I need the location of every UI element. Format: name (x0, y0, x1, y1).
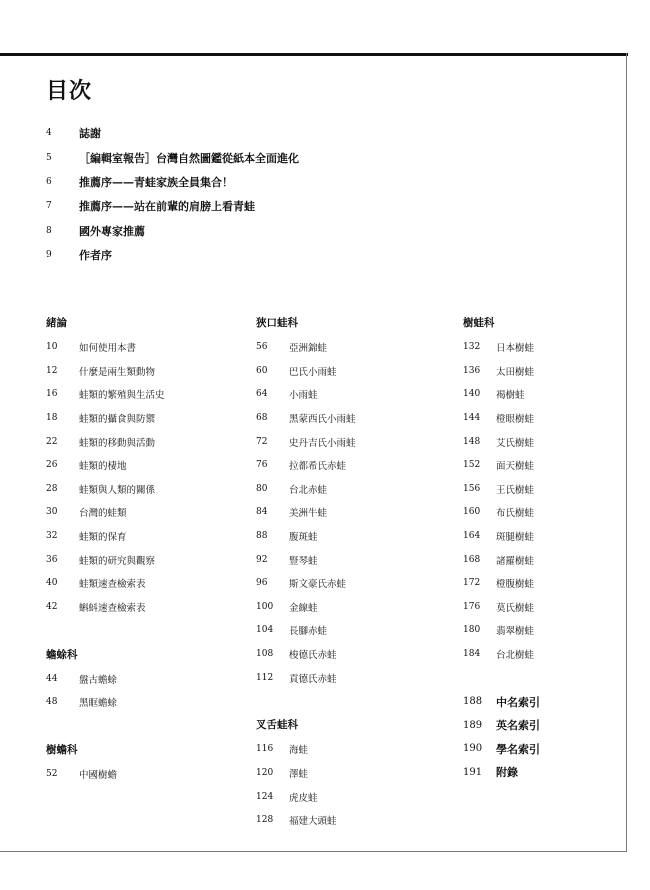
toc-entry-title: 海蛙 (289, 745, 309, 757)
toc-entry (46, 406, 236, 430)
toc-page-number: 172 (463, 578, 481, 589)
toc-page-number: 152 (463, 460, 481, 471)
toc-page-number: 6 (46, 176, 52, 187)
toc-entry (46, 383, 236, 407)
toc-entry (256, 453, 446, 477)
toc-entry (256, 595, 446, 619)
toc-page-number: 116 (256, 744, 274, 755)
toc-page-number: 80 (256, 483, 268, 494)
toc-page-number: 112 (256, 672, 274, 683)
toc-page-number: 16 (46, 389, 58, 400)
toc-entry (463, 642, 650, 666)
section-heading: 蟾蜍科 (46, 648, 78, 661)
toc-entry (46, 121, 606, 145)
toc-page-number: 88 (256, 530, 268, 541)
toc-page-number: 184 (463, 648, 481, 659)
toc-page-number: 10 (46, 342, 58, 353)
toc-entry-title: 蛙類的移動與活動 (79, 437, 156, 449)
toc-page-number: 160 (463, 507, 481, 518)
toc-entry-title: 蛙類與人類的關係 (79, 484, 156, 496)
toc-entry-title: 橙眼樹蛙 (496, 413, 535, 425)
section-heading: 狹口蛙科 (256, 317, 298, 329)
toc-entry-title: 蛙類的攝食與防禦 (79, 413, 156, 425)
toc-entry (46, 571, 236, 595)
toc-entry (256, 666, 446, 690)
toc-column-3 (463, 311, 650, 784)
toc-entry (463, 406, 650, 430)
toc-page-number: 140 (463, 389, 481, 400)
toc-column-2 (256, 311, 446, 832)
toc-entry-title: 斑腿樹蛙 (496, 531, 535, 543)
toc-entry-title: 金線蛙 (289, 602, 318, 614)
toc-entry (46, 501, 236, 525)
toc-entry-title: 小雨蛙 (289, 390, 318, 402)
toc-entry (46, 219, 606, 243)
toc-entry-title: 附錄 (496, 766, 518, 780)
toc-page-number: 190 (463, 743, 483, 755)
toc-entry-title: ［編輯室報告］台灣自然圖鑑從紙本全面進化 (79, 151, 299, 165)
toc-entry-title: 黑蒙西氏小雨蛙 (289, 413, 356, 425)
toc-entry-title: 誌謝 (79, 127, 101, 141)
toc-entry (256, 738, 446, 762)
toc-entry (46, 430, 236, 454)
toc-entry (46, 667, 236, 691)
toc-entry-title: 面天樹蛙 (496, 461, 535, 473)
toc-entry-title: 長腳赤蛙 (289, 626, 328, 638)
toc-entry (463, 359, 650, 383)
toc-page-number: 40 (46, 578, 58, 589)
toc-entry-title: 學名索引 (496, 742, 540, 756)
toc-entry-title: 橙腹樹蛙 (496, 579, 535, 591)
toc-entry-title: 蛙類的保育 (79, 531, 127, 543)
toc-page-number: 148 (463, 436, 481, 447)
toc-entry (46, 145, 606, 169)
toc-entry-title: 諸羅樹蛙 (496, 555, 535, 567)
toc-entry-title: 拉都希氏赤蛙 (289, 461, 347, 473)
toc-page-number: 92 (256, 554, 268, 565)
toc-entry-title: 艾氏樹蛙 (496, 437, 535, 449)
toc-page-number: 56 (256, 342, 268, 353)
toc-page-number: 42 (46, 601, 58, 612)
toc-entry (46, 243, 606, 267)
toc-entry-title: 什麼是兩生類動物 (79, 366, 156, 378)
top-rule (0, 53, 628, 56)
toc-entry-title: 蛙類的繁殖與生活史 (79, 390, 165, 402)
toc-page-number: 60 (256, 365, 268, 376)
toc-entry (463, 548, 650, 572)
section-heading: 叉舌蛙科 (256, 719, 298, 732)
toc-entry (256, 406, 446, 430)
toc-entry-title: 梭德氏赤蛙 (289, 649, 337, 661)
toc-entry-title: 豎琴蛙 (289, 555, 318, 567)
toc-page-number: 36 (46, 554, 58, 565)
toc-entry (256, 430, 446, 454)
toc-entry-title: 盤古蟾蜍 (79, 674, 118, 686)
toc-page-number: 22 (46, 436, 58, 447)
toc-page-number: 68 (256, 412, 268, 423)
toc-entry-title: 推薦序——青蛙家族全員集合！ (79, 175, 233, 189)
toc-entry (256, 335, 446, 359)
toc-entry (46, 524, 236, 548)
front-matter-list (46, 121, 606, 267)
page-title: 目次 (46, 79, 93, 104)
toc-entry (256, 383, 446, 407)
toc-entry-title: 黑眶蟾蜍 (79, 698, 118, 710)
toc-page-number: 144 (463, 412, 481, 423)
toc-page-number: 132 (463, 342, 481, 353)
section-heading: 樹蛙科 (463, 317, 495, 329)
toc-entry-title: 日本樹蛙 (496, 343, 535, 355)
toc-entry-title: 虎皮蛙 (289, 792, 318, 804)
toc-page-number: 32 (46, 530, 58, 541)
toc-entry (463, 477, 650, 501)
toc-entry-title: 蛙類的棲地 (79, 461, 127, 473)
toc-entry-title: 腹斑蛙 (289, 531, 318, 543)
toc-entry-title: 巴氏小雨蛙 (289, 366, 337, 378)
toc-entry (463, 737, 650, 761)
toc-entry (256, 642, 446, 666)
toc-page-number: 44 (46, 673, 58, 684)
toc-entry (46, 170, 606, 194)
toc-page-number: 124 (256, 791, 274, 802)
toc-page-number: 12 (46, 365, 58, 376)
section-gap (256, 689, 446, 713)
toc-page-number: 104 (256, 625, 274, 636)
toc-page-number: 96 (256, 578, 268, 589)
toc-entry (256, 761, 446, 785)
toc-entry (46, 548, 236, 572)
toc-entry (463, 690, 650, 714)
section-gap (46, 619, 236, 643)
section-heading: 樹蟾科 (46, 744, 78, 757)
toc-entry (463, 760, 650, 784)
toc-entry (463, 571, 650, 595)
toc-entry-title: 推薦序——站在前輩的肩膀上看青蛙 (79, 200, 255, 214)
toc-page-number: 76 (256, 460, 268, 471)
toc-entry-title: 斯文豪氏赤蛙 (289, 579, 347, 591)
toc-entry-title: 史丹吉氏小雨蛙 (289, 437, 356, 449)
toc-page-number: 30 (46, 507, 58, 518)
toc-entry-title: 翡翠樹蛙 (496, 626, 535, 638)
toc-page-number: 128 (256, 815, 274, 826)
toc-page-number: 108 (256, 648, 274, 659)
toc-entry (256, 548, 446, 572)
toc-entry-title: 作者序 (79, 249, 112, 263)
section-heading: 緒論 (46, 317, 67, 329)
toc-page-number: 72 (256, 436, 268, 447)
toc-page-number: 189 (463, 719, 483, 731)
toc-entry (46, 335, 236, 359)
toc-entry (256, 501, 446, 525)
toc-page-number: 5 (46, 152, 52, 163)
toc-entry (46, 477, 236, 501)
toc-entry (256, 477, 446, 501)
toc-entry (256, 359, 446, 383)
toc-entry (463, 713, 650, 737)
toc-page-number: 9 (46, 250, 52, 261)
toc-page-number: 8 (46, 225, 52, 236)
toc-page-number: 52 (46, 769, 58, 780)
toc-entry (46, 691, 236, 715)
toc-page-number: 7 (46, 201, 52, 212)
toc-entry-title: 莫氏樹蛙 (496, 602, 535, 614)
toc-page-number: 120 (256, 768, 274, 779)
toc-entry (463, 383, 650, 407)
toc-page-number: 100 (256, 601, 274, 612)
toc-entry-title: 亞洲錦蛙 (289, 343, 328, 355)
toc-entry (46, 595, 236, 619)
toc-entry (256, 619, 446, 643)
toc-entry (46, 359, 236, 383)
toc-entry-title: 美洲牛蛙 (289, 508, 328, 520)
toc-entry-title: 太田樹蛙 (496, 366, 535, 378)
toc-entry (46, 762, 236, 786)
toc-entry-title: 台北赤蛙 (289, 484, 328, 496)
toc-entry-title: 澤蛙 (289, 769, 309, 781)
bottom-rule (0, 851, 627, 852)
toc-entry-title: 蝌蚪速查檢索表 (79, 602, 146, 614)
toc-page-number: 176 (463, 601, 481, 612)
toc-page-number: 156 (463, 483, 481, 494)
toc-page-number: 168 (463, 554, 481, 565)
toc-page-number: 84 (256, 507, 268, 518)
section-gap (46, 714, 236, 738)
toc-entry-title: 福建大頭蛙 (289, 816, 337, 828)
toc-entry (256, 571, 446, 595)
toc-entry (46, 453, 236, 477)
toc-entry-title: 布氏樹蛙 (496, 508, 535, 520)
toc-entry (463, 619, 650, 643)
toc-entry-title: 王氏樹蛙 (496, 484, 535, 496)
toc-page-number: 191 (463, 766, 483, 778)
toc-page-number: 64 (256, 389, 268, 400)
toc-entry (256, 808, 446, 832)
toc-entry-title: 中國樹蟾 (79, 770, 118, 782)
toc-entry (463, 524, 650, 548)
toc-page-number: 28 (46, 483, 58, 494)
toc-page-number: 4 (46, 128, 52, 139)
toc-entry-title: 國外專家推薦 (79, 224, 145, 238)
toc-entry (463, 335, 650, 359)
toc-entry-title: 貢德氏赤蛙 (289, 673, 337, 685)
toc-entry (463, 453, 650, 477)
toc-entry-title: 蛙類速查檢索表 (79, 579, 146, 591)
toc-entry-title: 褐樹蛙 (496, 390, 525, 402)
toc-entry-title: 英名索引 (496, 719, 540, 733)
toc-column-1 (46, 311, 236, 786)
toc-entry-title: 台北樹蛙 (496, 649, 535, 661)
toc-entry (46, 194, 606, 218)
toc-page-number: 164 (463, 530, 481, 541)
toc-entry-title: 中名索引 (496, 695, 540, 709)
section-gap (463, 666, 650, 690)
toc-page-number: 136 (463, 365, 481, 376)
toc-entry (256, 524, 446, 548)
toc-page-number: 26 (46, 460, 58, 471)
toc-entry (463, 430, 650, 454)
toc-entry-title: 台灣的蛙類 (79, 508, 127, 520)
toc-page-number: 18 (46, 412, 58, 423)
toc-entry (463, 501, 650, 525)
toc-entry-title: 蛙類的研究與觀察 (79, 555, 156, 567)
toc-entry (256, 785, 446, 809)
toc-page-number: 188 (463, 696, 483, 707)
toc-entry (463, 595, 650, 619)
toc-page-number: 48 (46, 697, 58, 708)
toc-page-number: 180 (463, 625, 481, 636)
toc-entry-title: 如何使用本書 (79, 343, 137, 355)
